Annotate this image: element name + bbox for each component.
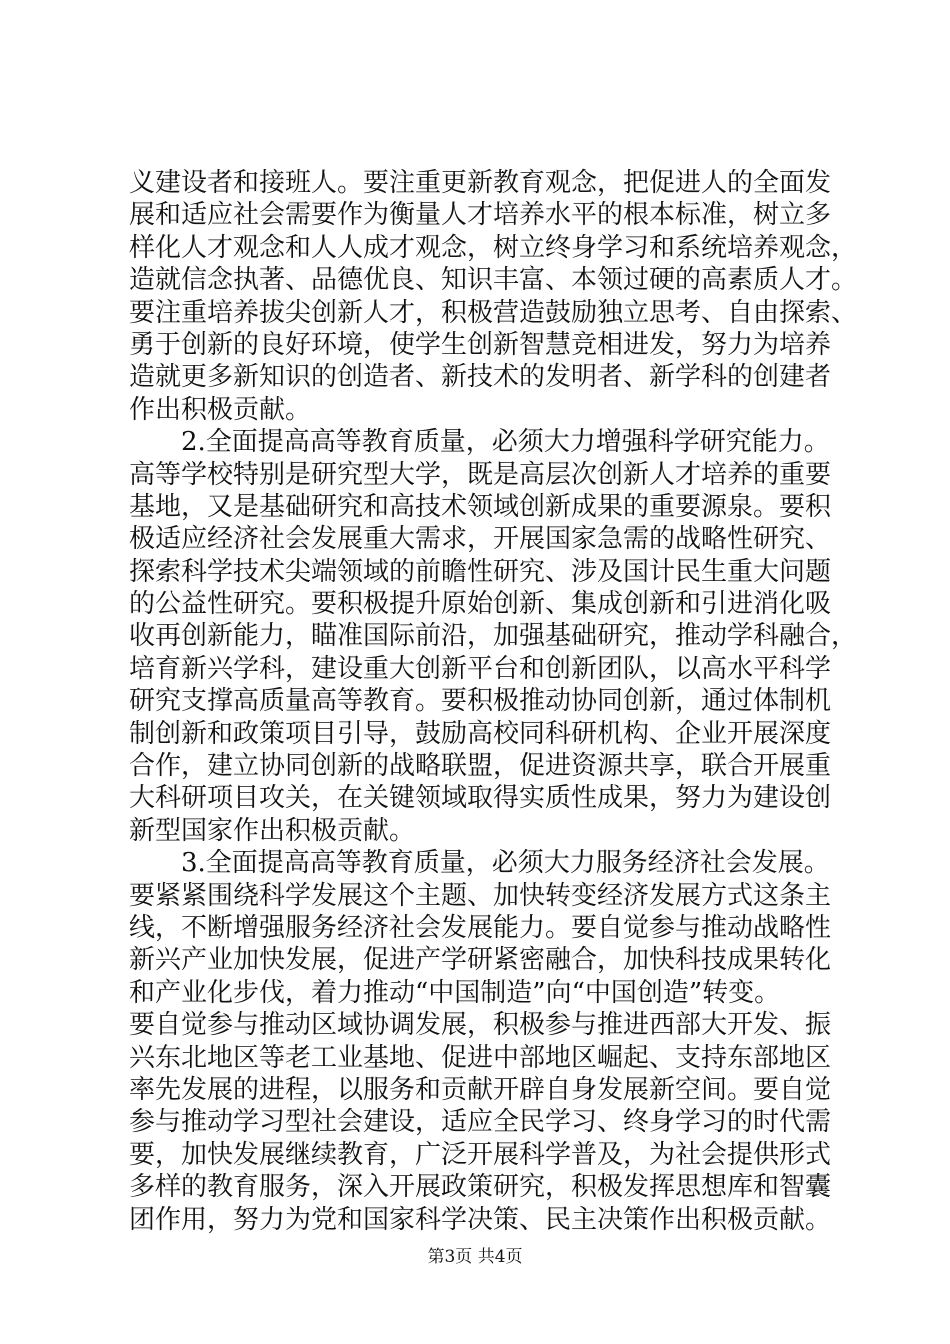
document-body <box>129 167 859 1236</box>
text-line: 团作用，努力为党和国家科学决策、民主决策作出积极贡献。 <box>129 1204 832 1235</box>
text-line: 展和适应社会需要作为衡量人才培养水平的根本标准，树立多 <box>129 200 832 231</box>
text-line: 高等学校特别是研究型大学，既是高层次创新人才培养的重要 <box>129 459 832 490</box>
text-line: 要紧紧围绕科学发展这个主题、加快转变经济发展方式这条主 <box>129 880 832 911</box>
text-line: 要，加快发展继续教育，广泛开展科学普及，为社会提供形式 <box>129 1139 832 1170</box>
text-line: 参与推动学习型社会建设，适应全民学习、终身学习的时代需 <box>129 1107 832 1138</box>
text-line: 收再创新能力，瞄准国际前沿，加强基础研究，推动学科融合， <box>129 621 858 652</box>
text-line: 新兴产业加快发展，促进产学研紧密融合，加快科技成果转化 <box>129 945 832 976</box>
text-line: 基地，又是基础研究和高技术领域创新成果的重要源泉。要积 <box>129 491 832 522</box>
text-line: 造就信念执著、品德优良、知识丰富、本领过硬的高素质人才。 <box>129 265 858 296</box>
text-line: 要自觉参与推动区域协调发展，积极参与推进西部大开发、振 <box>129 1010 832 1041</box>
text-line: 的公益性研究。要积极提升原始创新、集成创新和引进消化吸 <box>129 589 832 620</box>
text-line: 作出积极贡献。 <box>129 394 312 425</box>
text-line: 要注重培养拔尖创新人才，积极营造鼓励独立思考、自由探索、 <box>129 297 858 328</box>
text-line: 培育新兴学科，建设重大创新平台和创新团队，以高水平科学 <box>129 653 832 684</box>
text-line: 勇于创新的良好环境，使学生创新智慧竞相进发，努力为培养 <box>129 329 832 360</box>
page-number: 第3页 共4页 <box>427 1247 523 1267</box>
text-line: 大科研项目攻关，在关键领域取得实质性成果，努力为建设创 <box>129 783 832 814</box>
text-line: 多样的教育服务，深入开展政策研究，积极发挥思想库和智囊 <box>129 1172 832 1203</box>
text-line: 合作，建立协同创新的战略联盟，促进资源共享，联合开展重 <box>129 751 832 782</box>
text-line: 研究支撑高质量高等教育。要积极推动协同创新，通过体制机 <box>129 686 832 717</box>
paragraph-heading-3: 3.全面提高高等教育质量，必须大力服务经济社会发展。 <box>181 848 830 879</box>
text-line: 探索科学技术尖端领域的前瞻性研究、涉及国计民生重大问题 <box>129 556 832 587</box>
text-line: 极适应经济社会发展重大需求，开展国家急需的战略性研究、 <box>129 524 832 555</box>
paragraph-heading-2: 2.全面提高高等教育质量，必须大力增强科学研究能力。 <box>181 427 830 458</box>
text-line: 制创新和政策项目引导，鼓励高校同科研机构、企业开展深度 <box>129 718 832 749</box>
text-line: 和产业化步伐，着力推动“中国制造”向“中国创造”转变。 <box>129 977 781 1008</box>
text-line: 率先发展的进程，以服务和贡献开辟自身发展新空间。要自觉 <box>129 1074 832 1105</box>
text-line: 样化人才观念和人人成才观念，树立终身学习和系统培养观念， <box>129 232 858 263</box>
text-line: 兴东北地区等老工业基地、促进中部地区崛起、支持东部地区 <box>129 1042 832 1073</box>
text-line: 义建设者和接班人。要注重更新教育观念，把促进人的全面发 <box>129 168 832 198</box>
page-footer <box>0 1245 950 1269</box>
text-line: 造就更多新知识的创造者、新技术的发明者、新学科的创建者 <box>129 362 832 393</box>
text-line: 新型国家作出积极贡献。 <box>129 815 416 846</box>
text-line: 线，不断增强服务经济社会发展能力。要自觉参与推动战略性 <box>129 912 832 943</box>
